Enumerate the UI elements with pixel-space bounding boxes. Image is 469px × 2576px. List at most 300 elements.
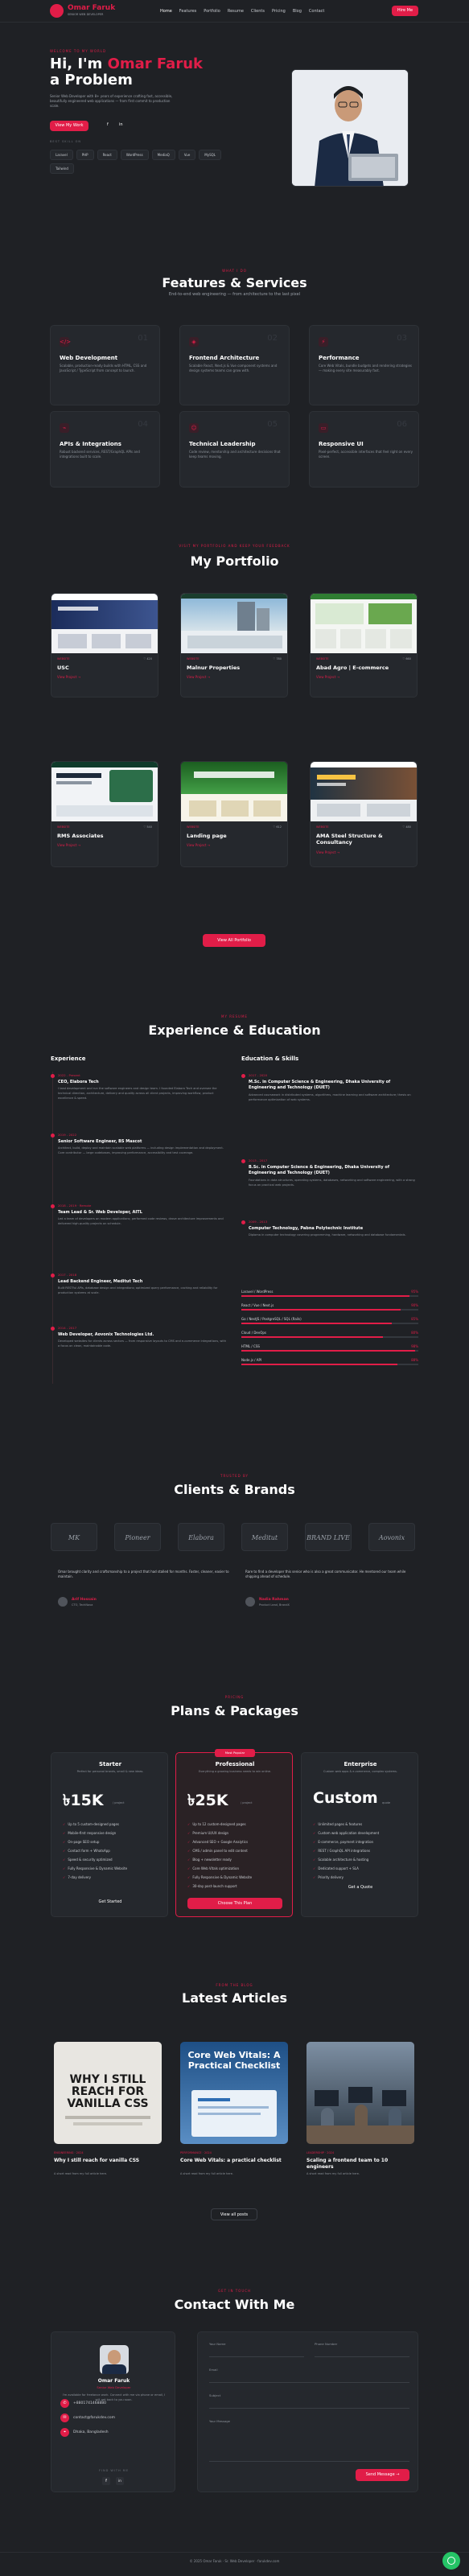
plan-desc: Custom web apps & e-commerce, complex systems.	[323, 1770, 397, 1773]
name-field-label: Your Name	[209, 2342, 226, 2346]
education-title: M.Sc. in Computer Science & Engineering, Dhaka University of Engineering and Technology (DUET)	[249, 1080, 391, 1090]
email-field-label: Email	[209, 2368, 218, 2372]
check-icon: ✓	[313, 1858, 316, 1862]
project-thumbnail	[51, 762, 158, 821]
service-title: APIs & Integrations	[60, 441, 121, 447]
view-project-link[interactable]: View Project →	[316, 675, 340, 679]
skill-percent: 98%	[411, 1344, 418, 1348]
message-field[interactable]	[209, 2461, 409, 2462]
site-header	[0, 0, 469, 23]
send-message-button[interactable]: Send Message →	[356, 2469, 409, 2481]
service-number: 06	[397, 420, 407, 429]
avatar	[245, 1597, 255, 1607]
portfolio-card[interactable]	[51, 761, 158, 867]
experience-item	[51, 1073, 230, 1130]
client-logo: BRAND LIVE	[305, 1523, 352, 1551]
education-title: Computer Technology, Pabna Polytechnic Institute	[249, 1226, 364, 1231]
testimonial-card	[58, 1570, 237, 1621]
portfolio-title: My Portfolio	[190, 553, 279, 569]
view-project-link[interactable]: View Project →	[57, 675, 81, 679]
pricing-card-professional	[175, 1752, 293, 1917]
nav-blog[interactable]: Blog	[292, 9, 302, 14]
plan-feature: ✓ Mobile-first responsive design	[63, 1831, 117, 1835]
skill-bar-fill	[241, 1364, 397, 1365]
experience-desc: Developed websites for clients across sectors — from responsive layouts to CMS and e-commerce integrations, with a focus on clean, maintainable code.	[58, 1339, 227, 1348]
hero-subline: a Problem	[50, 72, 133, 88]
code-icon: </>	[60, 339, 72, 345]
experience-heading: Experience	[51, 1056, 86, 1062]
plan-feature: ✓ Fully Responsive & Dynamic Website	[187, 1875, 253, 1879]
hero-name: Omar Faruk	[107, 56, 203, 72]
article-date: LEADERSHIP · 2024	[306, 2151, 335, 2154]
skill-name: Go / NestJS / PostgreSQL / SQL (Rails)	[241, 1317, 302, 1321]
testimonial-role: CTO, TechNova	[72, 1603, 93, 1607]
service-card[interactable]	[179, 411, 290, 488]
check-icon: ✓	[63, 1875, 66, 1879]
service-card[interactable]	[309, 325, 419, 405]
logo-name[interactable]: Omar Faruk	[68, 4, 116, 12]
phone-field-label: Phone Number	[315, 2342, 338, 2346]
experience-item	[51, 1273, 230, 1321]
project-category: WEBSITE	[187, 825, 200, 829]
article-excerpt: A short read from my full article here.	[54, 2172, 108, 2175]
phone-field[interactable]	[315, 2356, 409, 2357]
plug-icon: ⌁	[60, 423, 69, 433]
service-desc: Pixel-perfect, accessible interfaces that feel right on every screen.	[319, 450, 413, 459]
skill-percent: 95%	[411, 1290, 418, 1294]
client-logo: MK	[51, 1523, 97, 1551]
footer-text: © 2025 Omar Faruk · Sr. Web Developer · farukdev.com	[189, 2559, 280, 2563]
portfolio-card[interactable]	[180, 593, 288, 697]
plan-feature: ✓ Dedicated support + SLA	[313, 1866, 359, 1870]
plan-period: / project	[113, 1801, 125, 1804]
experience-desc: Led a team of developers on modern applications; performed code reviews, drove architecture improvements and delivered high-quality projects on schedule.	[58, 1217, 224, 1225]
plan-feature: ✓ Blog + newsletter ready	[187, 1858, 232, 1862]
experience-title: Senior Software Engineer, BS Mascot	[58, 1139, 142, 1144]
contact-info-card	[51, 2331, 175, 2492]
view-project-link[interactable]: View Project →	[316, 850, 340, 854]
experience-title: Lead Backend Engineer, Meditut Tech	[58, 1279, 143, 1284]
article-image-text: WHY I STILL REACH FOR VANILLA CSS	[67, 2073, 149, 2110]
project-title: USC	[57, 665, 69, 671]
contact-form	[197, 2331, 418, 2492]
skill-percent: 90%	[411, 1303, 418, 1307]
project-thumbnail	[311, 594, 417, 653]
client-logo: Meditut	[241, 1523, 288, 1551]
article-excerpt: A short read from my full article here.	[306, 2172, 360, 2175]
check-icon: ✓	[187, 1858, 191, 1862]
plan-badge: Most Popular	[215, 1749, 255, 1757]
nav-contact[interactable]: Contact	[308, 9, 325, 14]
contact-role: Senior Web Developer	[97, 2385, 131, 2389]
project-thumbnail	[51, 594, 158, 653]
contact-title: Contact With Me	[174, 2297, 295, 2312]
education-item	[241, 1073, 421, 1133]
skill-bar-fill	[241, 1350, 415, 1352]
check-icon: ✓	[63, 1831, 66, 1835]
layers-icon: ◈	[189, 337, 199, 347]
plan-feature: ✓ Contact form + WhatsApp	[63, 1849, 110, 1853]
project-thumbnail	[181, 594, 287, 653]
facebook-icon[interactable]: f	[102, 2477, 110, 2485]
project-likes[interactable]: ♡ 540	[143, 825, 152, 829]
skill-name: HTML / CSS	[241, 1344, 260, 1348]
project-likes[interactable]: ♡ 660	[402, 657, 411, 660]
skill-name: Laravel / WordPress	[241, 1290, 274, 1294]
service-desc: Scalable, production-ready builds with HTML, CSS and JavaScript / TypeScript from concept to launch.	[60, 364, 147, 372]
linkedin-icon[interactable]: in	[116, 2477, 124, 2485]
education-desc: Foundations in data structures, operating systems, databases, networking and software engineering, with a strong focus on practical web projects.	[249, 1179, 415, 1187]
skill-chip: MySQL	[199, 150, 221, 160]
whatsapp-icon	[447, 2557, 455, 2565]
contact-name: Omar Faruk	[97, 2378, 130, 2384]
plan-feature: ✓ CMS / admin panel to edit content	[187, 1849, 248, 1853]
experience-item	[51, 1204, 230, 1268]
testimonial-card	[245, 1570, 424, 1621]
hero-section	[0, 23, 469, 204]
service-number: 02	[267, 334, 278, 343]
plan-price: Custom	[313, 1789, 378, 1807]
check-icon: ✓	[187, 1849, 191, 1853]
experience-date: 2014 - 2017	[58, 1326, 77, 1330]
skill-row	[241, 1317, 418, 1326]
project-likes[interactable]: ♡ 780	[273, 657, 282, 660]
timeline-dot	[241, 1074, 245, 1078]
services-tag: WHAT I DO	[222, 269, 247, 273]
email-field[interactable]	[209, 2382, 409, 2383]
skill-chip: Laravel	[50, 150, 73, 160]
linkedin-icon[interactable]: in	[119, 122, 123, 127]
testimonial-name: Arif Hossain	[72, 1598, 97, 1602]
check-icon: ✓	[63, 1822, 66, 1826]
service-number: 05	[267, 420, 278, 429]
plan-feature: ✓ Unlimited pages & features	[313, 1822, 363, 1826]
skill-row	[241, 1290, 418, 1298]
plan-feature: ✓ On-page SEO setup	[63, 1840, 100, 1844]
project-likes[interactable]: ♡ 612	[273, 825, 282, 829]
hero-greeting: Hi, I'm	[50, 56, 108, 72]
skill-row	[241, 1358, 418, 1367]
testimonial-name: Nadia Rahman	[259, 1598, 289, 1602]
avatar	[58, 1597, 68, 1607]
project-category: WEBSITE	[316, 825, 329, 829]
check-icon: ✓	[313, 1849, 316, 1853]
experience-title: Team Lead & Sr. Web Developer, AITL	[58, 1210, 142, 1215]
timeline-dot	[241, 1159, 245, 1163]
project-title: Abad Agro | E-commerce	[316, 665, 389, 671]
experience-date: 2022 - Present	[58, 1073, 80, 1077]
testimonial-role: Product Lead, BrandX	[259, 1603, 290, 1607]
service-card[interactable]	[50, 411, 160, 488]
article-title: Why I still reach for vanilla CSS	[54, 2158, 140, 2163]
contact-phone[interactable]: ✆ +8801741468880	[60, 2399, 165, 2409]
device-icon: ▭	[319, 423, 328, 433]
skill-row	[241, 1331, 418, 1339]
plan-feature: ✓ Priority delivery	[313, 1875, 344, 1879]
service-title: Performance	[319, 355, 360, 361]
skill-bar	[241, 1323, 418, 1324]
view-project-link[interactable]: View Project →	[57, 843, 81, 847]
article-card[interactable]	[306, 2042, 414, 2179]
project-thumbnail	[311, 762, 417, 821]
logo-icon[interactable]	[50, 4, 64, 18]
service-card[interactable]	[309, 411, 419, 488]
message-field-label: Your Message	[209, 2419, 230, 2423]
plan-name: Professional	[215, 1761, 255, 1767]
project-category: WEBSITE	[187, 657, 200, 660]
client-logo: Pioneer	[114, 1523, 161, 1551]
skill-chip: React	[97, 150, 117, 160]
project-category: WEBSITE	[316, 657, 329, 660]
article-image	[180, 2042, 288, 2144]
main-nav	[160, 9, 324, 14]
timeline-dot	[51, 1274, 55, 1278]
project-likes[interactable]: ♡ 420	[143, 657, 152, 660]
resume-tag: MY RESUME	[221, 1014, 248, 1018]
skill-bar	[241, 1309, 418, 1311]
portfolio-card[interactable]	[310, 593, 418, 697]
plan-feature: ✓ Scalable architecture & hosting	[313, 1858, 369, 1862]
education-desc: Diploma in computer technology covering programming, hardware, networking and database fundamentals.	[249, 1233, 406, 1237]
article-card[interactable]	[180, 2042, 288, 2179]
check-icon: ✓	[63, 1858, 66, 1862]
skill-percent: 80%	[411, 1331, 418, 1335]
timeline-dot	[241, 1220, 245, 1224]
experience-title: CEO, Elabora Tech	[58, 1080, 99, 1084]
skill-name: React / Vue / Next.js	[241, 1303, 274, 1307]
experience-item	[51, 1326, 230, 1382]
skill-bar-fill	[241, 1309, 401, 1311]
view-work-button[interactable]: View My Work	[50, 121, 88, 131]
get-started-button[interactable]: Get Started	[98, 1899, 122, 1904]
map-pin-icon: ⌖	[60, 2428, 69, 2437]
skill-name: Cloud / DevOps	[241, 1331, 266, 1335]
plan-feature: ✓ 30-day post-launch support	[187, 1884, 237, 1888]
services-subtitle: End-to-end web engineering — from architecture to the last pixel	[168, 292, 301, 297]
project-thumbnail	[181, 762, 287, 821]
experience-item	[51, 1133, 230, 1202]
plan-feature: ✓ Up to 12 custom-designed pages	[187, 1822, 246, 1826]
check-icon: ✓	[187, 1831, 191, 1835]
pricing-card-starter	[51, 1752, 168, 1917]
article-date: ENGINEERING · 2024	[54, 2151, 84, 2154]
service-title: Frontend Architecture	[189, 355, 260, 361]
clients-title: Clients & Brands	[174, 1482, 295, 1497]
education-title: B.Sc. in Computer Science & Engineering, Dhaka University of Engineering and Technology (DUET)	[249, 1165, 390, 1175]
plan-features	[313, 1822, 409, 1884]
whatsapp-button[interactable]	[442, 2552, 460, 2570]
hero-description: Senior Web Developer with 8+ years of experience crafting fast, accessible, beautifully engineered web applications — from first commit to production scale.	[50, 94, 173, 108]
portfolio-card[interactable]	[310, 761, 418, 867]
check-icon: ✓	[63, 1866, 66, 1870]
hire-me-button[interactable]: Hire Me	[392, 6, 418, 16]
service-card[interactable]	[179, 325, 290, 405]
check-icon: ✓	[313, 1831, 316, 1835]
project-title: Malnur Properties	[187, 665, 241, 671]
skill-row	[241, 1303, 418, 1312]
client-logo: Aovonix	[368, 1523, 415, 1551]
experience-desc: Built RESTful APIs, database design and integrations; optimized query performance, caching and reliability for production systems at scale.	[58, 1286, 218, 1294]
check-icon: ✓	[187, 1866, 191, 1870]
plan-features	[63, 1822, 159, 1884]
view-project-link[interactable]: View Project →	[187, 843, 211, 847]
skill-bar-fill	[241, 1336, 383, 1338]
check-icon: ✓	[313, 1822, 316, 1826]
services-title: Features & Services	[162, 275, 307, 290]
bolt-icon: ⚡	[319, 337, 328, 347]
check-icon: ✓	[187, 1875, 191, 1879]
timeline-dot	[51, 1134, 55, 1138]
plan-name: Enterprise	[344, 1761, 377, 1767]
education-heading: Education & Skills	[241, 1056, 299, 1062]
logo-tagline: SENIOR WEB DEVELOPER	[68, 13, 104, 16]
service-number: 04	[138, 420, 148, 429]
skill-bar	[241, 1350, 418, 1352]
service-title: Responsive UI	[319, 441, 364, 447]
plan-feature: ✓ Premium UI/UX design	[187, 1831, 229, 1835]
skill-bar	[241, 1295, 418, 1297]
hero-portrait	[292, 70, 409, 187]
skill-percent: 88%	[411, 1358, 418, 1362]
users-icon: ☺	[189, 423, 199, 433]
skill-row	[241, 1344, 418, 1353]
skill-chip: PHP	[76, 150, 94, 160]
education-date: 2013 - 2017	[249, 1158, 268, 1162]
project-title: RMS Associates	[57, 833, 104, 839]
facebook-icon[interactable]: f	[107, 122, 109, 127]
project-title: Landing page	[187, 833, 227, 839]
resume-title: Experience & Education	[148, 1023, 321, 1038]
mail-icon: ✉	[60, 2413, 69, 2422]
plan-desc: Everything a growing business needs to win online.	[198, 1770, 272, 1773]
subject-field[interactable]	[209, 2408, 409, 2409]
article-image-text: Core Web Vitals: A Practical Checklist	[187, 2050, 281, 2071]
service-title: Web Development	[60, 355, 118, 361]
nav-home[interactable]: Home	[160, 9, 172, 14]
education-date: 2009 - 2013	[249, 1220, 268, 1224]
experience-date: 2017 - 2018	[58, 1273, 77, 1277]
project-category: WEBSITE	[57, 825, 70, 829]
clients-tag: TRUSTED BY	[220, 1474, 249, 1478]
plan-features	[187, 1822, 284, 1893]
experience-date: 2018 - 2019 · Remote	[58, 1204, 92, 1208]
blog-title: Latest Articles	[182, 1990, 287, 2006]
article-excerpt: A short read from my full article here.	[180, 2172, 234, 2175]
skill-name: Node.js / API	[241, 1358, 262, 1362]
plan-price: ৳15K	[63, 1792, 104, 1809]
skill-bar-fill	[241, 1323, 392, 1324]
project-title: AMA Steel Structure & Consultancy	[316, 833, 383, 846]
testimonial-text: Rare to find a developer this senior who is also a great communicator. He mentored our team while shipping ahead of schedule.	[245, 1570, 406, 1578]
contact-location[interactable]: ⌖ Dhaka, Bangladesh	[60, 2428, 165, 2438]
plan-feature: ✓ 7-day delivery	[63, 1875, 92, 1879]
service-number: 03	[397, 334, 407, 343]
skill-chip: WordPress	[121, 150, 149, 160]
skill-chip: MediaQ	[152, 150, 175, 160]
plan-period: / project	[241, 1801, 253, 1804]
experience-desc: Architect, build, deploy and maintain scalable web platforms — including design implementation and deployment. Core contributor — large codebases, improving performance, accessibility and test coverage.	[58, 1146, 224, 1154]
check-icon: ✓	[313, 1840, 316, 1844]
portfolio-tag: VISIT MY PORTFOLIO AND KEEP YOUR FEEDBACK	[179, 544, 290, 548]
service-desc: Core Web Vitals, bundle budgets and rendering strategies — making every site measurably fast.	[319, 364, 412, 372]
view-all-portfolio-button[interactable]: View All Portfolio	[203, 934, 265, 947]
name-field[interactable]	[209, 2356, 304, 2357]
view-all-posts-button[interactable]: View all posts	[211, 2208, 257, 2220]
phone-icon: ✆	[60, 2399, 69, 2408]
plan-feature: ✓ E-commerce, payment integration	[313, 1840, 374, 1844]
portfolio-card[interactable]	[51, 593, 158, 697]
article-title: Core Web Vitals: a practical checklist	[180, 2158, 282, 2163]
footer-divider	[0, 2552, 469, 2553]
nav-resume[interactable]: Resume	[227, 9, 244, 14]
pricing-card-enterprise	[301, 1752, 418, 1917]
nav-portfolio[interactable]: Portfolio	[204, 9, 220, 14]
plan-feature: ✓ Fully Responsive & Dynamic Website	[63, 1866, 128, 1870]
view-project-link[interactable]: View Project →	[187, 675, 211, 679]
contact-email[interactable]: ✉ contact@farukdev.com	[60, 2413, 165, 2423]
education-item	[241, 1220, 421, 1260]
plan-name: Starter	[98, 1761, 122, 1767]
article-title: Scaling a frontend team to 10 engineers	[306, 2158, 389, 2170]
find-with-me-label: FIND WITH ME	[98, 2469, 130, 2472]
article-image	[306, 2042, 414, 2144]
contact-tag: GET IN TOUCH	[217, 2289, 252, 2293]
plan-feature: ✓ REST / GraphQL API integrations	[313, 1849, 371, 1853]
skills-label: BEST SKILL ON	[50, 140, 82, 143]
timeline-dot	[51, 1327, 55, 1331]
experience-title: Web Developer, Aovonix Technologies Ltd.	[58, 1332, 154, 1337]
nav-features[interactable]: Features	[179, 9, 197, 14]
check-icon: ✓	[63, 1849, 66, 1853]
service-title: Technical Leadership	[189, 441, 256, 447]
hero-heading	[50, 56, 203, 88]
service-card[interactable]	[50, 325, 160, 405]
education-desc: Advanced coursework in distributed systems, algorithms, machine learning and software architecture; thesis on performance optimization of web systems.	[249, 1093, 411, 1101]
service-desc: Robust backend services, REST/GraphQL APIs and integrations built to scale.	[60, 450, 140, 459]
contact-blurb: I'm available for freelance work. Connect with me via phone or email, I will get back to you soon.	[62, 2393, 166, 2401]
plan-feature: ✓ Custom web application development	[313, 1831, 380, 1835]
service-number: 01	[138, 334, 148, 343]
testimonial-text: Omar brought clarity and craftsmanship to a project that had stalled for months. Faster, cleaner, easier to maintain.	[58, 1570, 229, 1578]
skill-chips	[50, 150, 235, 174]
get-quote-button[interactable]: Get a Quote	[348, 1885, 373, 1890]
skill-chip: Vue	[179, 150, 195, 160]
project-likes[interactable]: ♡ 480	[402, 825, 411, 829]
check-icon: ✓	[187, 1884, 191, 1888]
article-image	[54, 2042, 162, 2144]
check-icon: ✓	[187, 1840, 191, 1844]
choose-plan-button[interactable]: Choose This Plan	[187, 1898, 282, 1909]
plan-feature: ✓ Core Web Vitals optimization	[187, 1866, 240, 1870]
article-card[interactable]	[54, 2042, 162, 2179]
check-icon: ✓	[63, 1840, 66, 1844]
check-icon: ✓	[313, 1875, 316, 1879]
experience-date: 2019 - 2022	[58, 1133, 77, 1137]
client-logo: Elabora	[178, 1523, 224, 1551]
nav-pricing[interactable]: Pricing	[271, 9, 286, 14]
education-date: 2017 - 2020	[249, 1073, 268, 1077]
blog-tag: FROM THE BLOG	[216, 1983, 253, 1987]
nav-clients[interactable]: Clients	[250, 9, 265, 14]
pricing-tag: PRICING	[224, 1695, 245, 1699]
portfolio-card[interactable]	[180, 761, 288, 867]
subject-field-label: Subject	[209, 2393, 221, 2397]
check-icon: ✓	[313, 1866, 316, 1870]
plan-period: quote	[382, 1801, 391, 1804]
skill-bar	[241, 1336, 418, 1338]
plan-price: ৳25K	[187, 1792, 228, 1809]
plan-feature: ✓ Speed & security optimized	[63, 1858, 113, 1862]
